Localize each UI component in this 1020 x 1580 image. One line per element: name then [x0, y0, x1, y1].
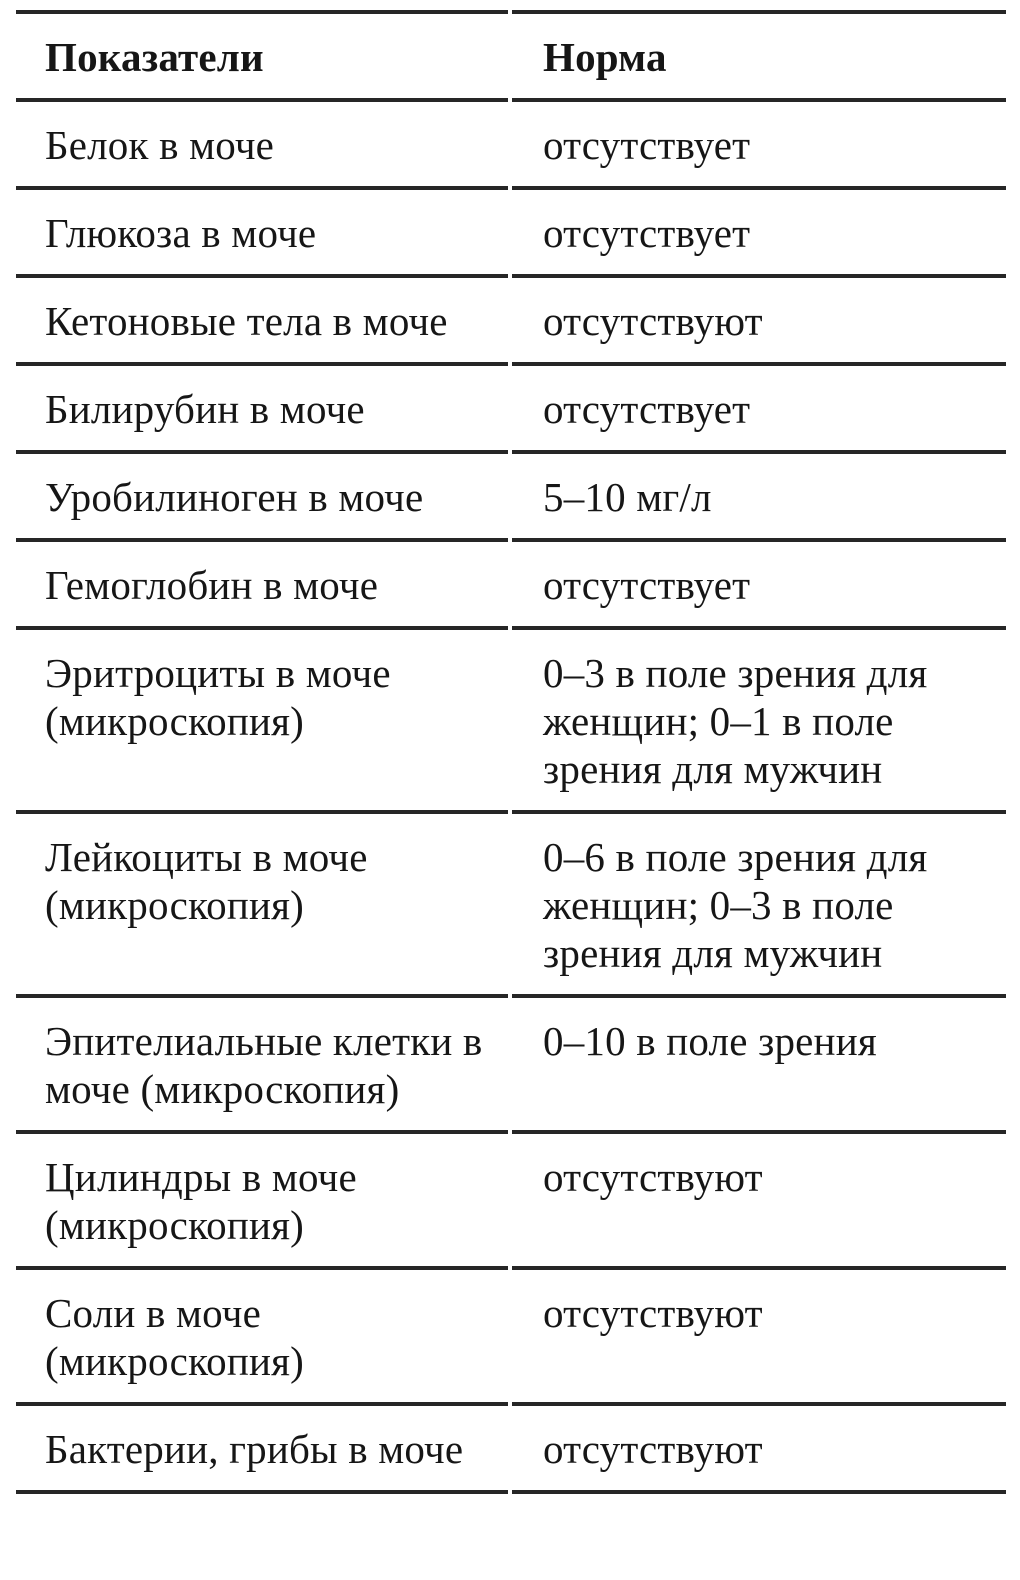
- norm-cell: отсутствует: [512, 190, 1006, 278]
- indicator-cell: Уробилиноген в моче: [16, 454, 508, 542]
- table-row: [16, 814, 1006, 998]
- table-row: [16, 1270, 1006, 1406]
- indicator-cell: Билирубин в моче: [16, 366, 508, 454]
- table-row: [16, 190, 1006, 278]
- indicator-cell: Бактерии, грибы в моче: [16, 1406, 508, 1494]
- column-header-norm: Норма: [512, 10, 1006, 102]
- table-row: [16, 1406, 1006, 1494]
- table-row: [16, 630, 1006, 814]
- norm-cell: отсутствует: [512, 102, 1006, 190]
- indicator-cell: Эритроциты в моче (микроскопия): [16, 630, 508, 814]
- table-row: [16, 366, 1006, 454]
- urine-analysis-norms-table: [12, 10, 1010, 1494]
- table-row: [16, 278, 1006, 366]
- indicator-cell: Кетоновые тела в моче: [16, 278, 508, 366]
- indicator-cell: Лейкоциты в моче (микроскопия): [16, 814, 508, 998]
- norm-cell: отсутствуют: [512, 1134, 1006, 1270]
- norm-cell: отсутствуют: [512, 1270, 1006, 1406]
- indicator-cell: Соли в моче (микроскопия): [16, 1270, 508, 1406]
- indicator-cell: Глюкоза в моче: [16, 190, 508, 278]
- table-row: [16, 542, 1006, 630]
- norm-cell: отсутствует: [512, 542, 1006, 630]
- norm-cell: отсутствуют: [512, 278, 1006, 366]
- indicator-cell: Эпителиальные клетки в моче (микроскопия): [16, 998, 508, 1134]
- table-row: [16, 102, 1006, 190]
- document-page: [0, 10, 1020, 1580]
- indicator-cell: Гемоглобин в моче: [16, 542, 508, 630]
- norm-cell: 0–10 в поле зрения: [512, 998, 1006, 1134]
- table-header-row: [16, 10, 1006, 102]
- norm-cell: 0–6 в поле зрения для женщин; 0–3 в поле зрения для мужчин: [512, 814, 1006, 998]
- table-row: [16, 454, 1006, 542]
- table-row: [16, 1134, 1006, 1270]
- indicator-cell: Белок в моче: [16, 102, 508, 190]
- norm-cell: 0–3 в поле зрения для женщин; 0–1 в поле зрения для мужчин: [512, 630, 1006, 814]
- norm-cell: отсутствуют: [512, 1406, 1006, 1494]
- indicator-cell: Цилиндры в моче (микроскопия): [16, 1134, 508, 1270]
- column-header-indicators: Показатели: [16, 10, 508, 102]
- norm-cell: 5–10 мг/л: [512, 454, 1006, 542]
- norm-cell: отсутствует: [512, 366, 1006, 454]
- table-row: [16, 998, 1006, 1134]
